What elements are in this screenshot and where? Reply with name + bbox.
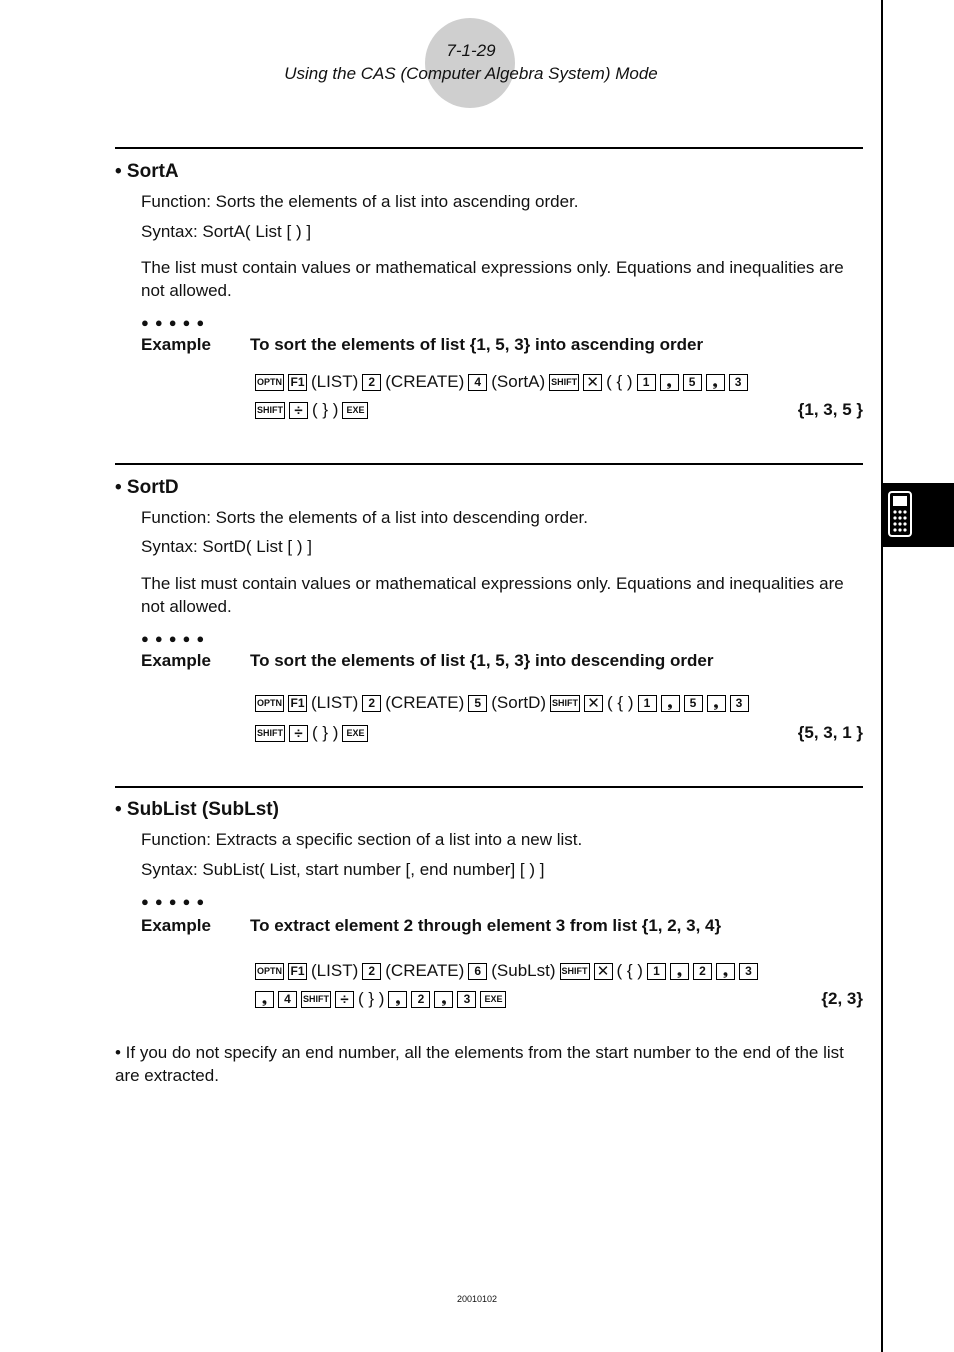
shift-key: SHIFT [549,374,579,391]
function-description: Function: Sorts the elements of a list into ascending order. [141,192,579,211]
digit-key: 5 [683,374,702,391]
function-description: Function: Extracts a specific section of a list into a new list. [141,830,583,849]
section-heading-sortd: • SortD [115,477,179,498]
key-sequence-line-2 [253,400,370,420]
comma-key: ❟ [670,963,689,980]
shift-key: SHIFT [550,695,580,712]
key-caption: (SortA) [491,372,546,391]
section-divider [115,147,863,149]
f1-key: F1 [288,695,307,712]
digit-key: 3 [730,695,749,712]
divide-key: ÷ [335,991,354,1008]
multiply-key: ✕ [594,963,613,980]
digit-key: 6 [468,963,487,980]
exe-key: EXE [342,725,368,742]
digit-key: 3 [739,963,758,980]
digit-key: 4 [278,991,297,1008]
comma-key: ❟ [661,695,680,712]
shift-key: SHIFT [560,963,590,980]
comma-key: ❟ [660,374,679,391]
note-paragraph: The list must contain values or mathematical expressions only. Equations and inequalities are not allowed. [141,574,844,616]
example-label: Example [141,651,211,670]
example-title: To extract element 2 through element 3 from list {1, 2, 3, 4} [250,916,722,935]
shift-key: SHIFT [255,402,285,419]
exe-key: EXE [480,991,506,1008]
calculator-icon [888,491,912,537]
key-caption: (CREATE) [385,961,465,980]
optn-key: OPTN [255,374,284,391]
bullet-note: • If you do not specify an end number, all the elements from the start number to the end of the list are extracted. [115,1043,844,1085]
example-title: To sort the elements of list {1, 5, 3} into descending order [250,651,714,670]
page-number: 7-1-29 [446,41,496,60]
right-margin-rule [881,0,883,1352]
comma-key: ❟ [706,374,725,391]
section-divider [115,786,863,788]
example-label: Example [141,916,211,935]
digit-key: 1 [637,374,656,391]
digit-key: 1 [647,963,666,980]
shift-key: SHIFT [255,725,285,742]
key-caption: (CREATE) [385,693,465,712]
digit-key: 3 [729,374,748,391]
comma-key: ❟ [716,963,735,980]
note-paragraph: The list must contain values or mathematical expressions only. Equations and inequalities are not allowed. [141,258,844,300]
optn-key: OPTN [255,695,284,712]
digit-key: 2 [362,374,381,391]
key-caption: (LIST) [311,693,359,712]
header-circle-decoration [425,18,515,108]
function-description: Function: Sorts the elements of a list into descending order. [141,508,588,527]
key-caption: ( { ) [616,961,643,980]
multiply-key: ✕ [584,695,603,712]
comma-key: ❟ [388,991,407,1008]
key-caption: ( } ) [312,400,339,419]
example-dots: ●●●●● [141,631,211,646]
side-tab [882,483,954,547]
key-sequence-line-2 [253,989,508,1009]
key-caption: (LIST) [311,372,359,391]
section-heading-sorta: • SortA [115,161,179,182]
optn-key: OPTN [255,963,284,980]
key-caption: (LIST) [311,961,359,980]
digit-key: 3 [457,991,476,1008]
example-title: To sort the elements of list {1, 5, 3} into ascending order [250,335,704,354]
example-label: Example [141,335,211,354]
digit-key: 5 [468,695,487,712]
syntax-line: Syntax: SubList( List, start number [, end number] [ ) ] [141,860,545,879]
comma-key: ❟ [434,991,453,1008]
key-caption: ( } ) [358,989,385,1008]
example-dots: ●●●●● [141,315,211,330]
digit-key: 2 [362,695,381,712]
example-dots: ●●●●● [141,894,211,909]
syntax-line: Syntax: SortD( List [ ) ] [141,537,312,556]
example-result: {1, 3, 5 } [797,400,863,419]
digit-key: 2 [362,963,381,980]
exe-key: EXE [342,402,368,419]
key-caption: (CREATE) [385,372,465,391]
multiply-key: ✕ [583,374,602,391]
page-title: Using the CAS (Computer Algebra System) Mode [284,64,658,83]
key-caption: ( { ) [606,372,633,391]
key-sequence-line-2 [253,723,370,743]
digit-key: 4 [468,374,487,391]
footer-code: 20010102 [456,1294,498,1304]
syntax-line: Syntax: SortA( List [ ) ] [141,222,312,241]
digit-key: 2 [693,963,712,980]
f1-key: F1 [288,963,307,980]
section-heading-sublist: • SubList (SubLst) [115,799,279,820]
divide-key: ÷ [289,402,308,419]
digit-key: 1 [638,695,657,712]
key-sequence-line-1 [253,961,760,981]
example-result: {2, 3} [821,989,863,1008]
digit-key: 5 [684,695,703,712]
section-divider [115,463,863,465]
key-caption: (SortD) [491,693,547,712]
key-caption: ( { ) [607,693,634,712]
f1-key: F1 [288,374,307,391]
digit-key: 2 [411,991,430,1008]
example-result: {5, 3, 1 } [797,723,863,742]
comma-key: ❟ [707,695,726,712]
divide-key: ÷ [289,725,308,742]
key-caption: (SubLst) [491,961,556,980]
key-sequence-line-1 [253,693,751,713]
key-caption: ( } ) [312,723,339,742]
comma-key: ❟ [255,991,274,1008]
key-sequence-line-1 [253,372,750,392]
shift-key: SHIFT [301,991,331,1008]
